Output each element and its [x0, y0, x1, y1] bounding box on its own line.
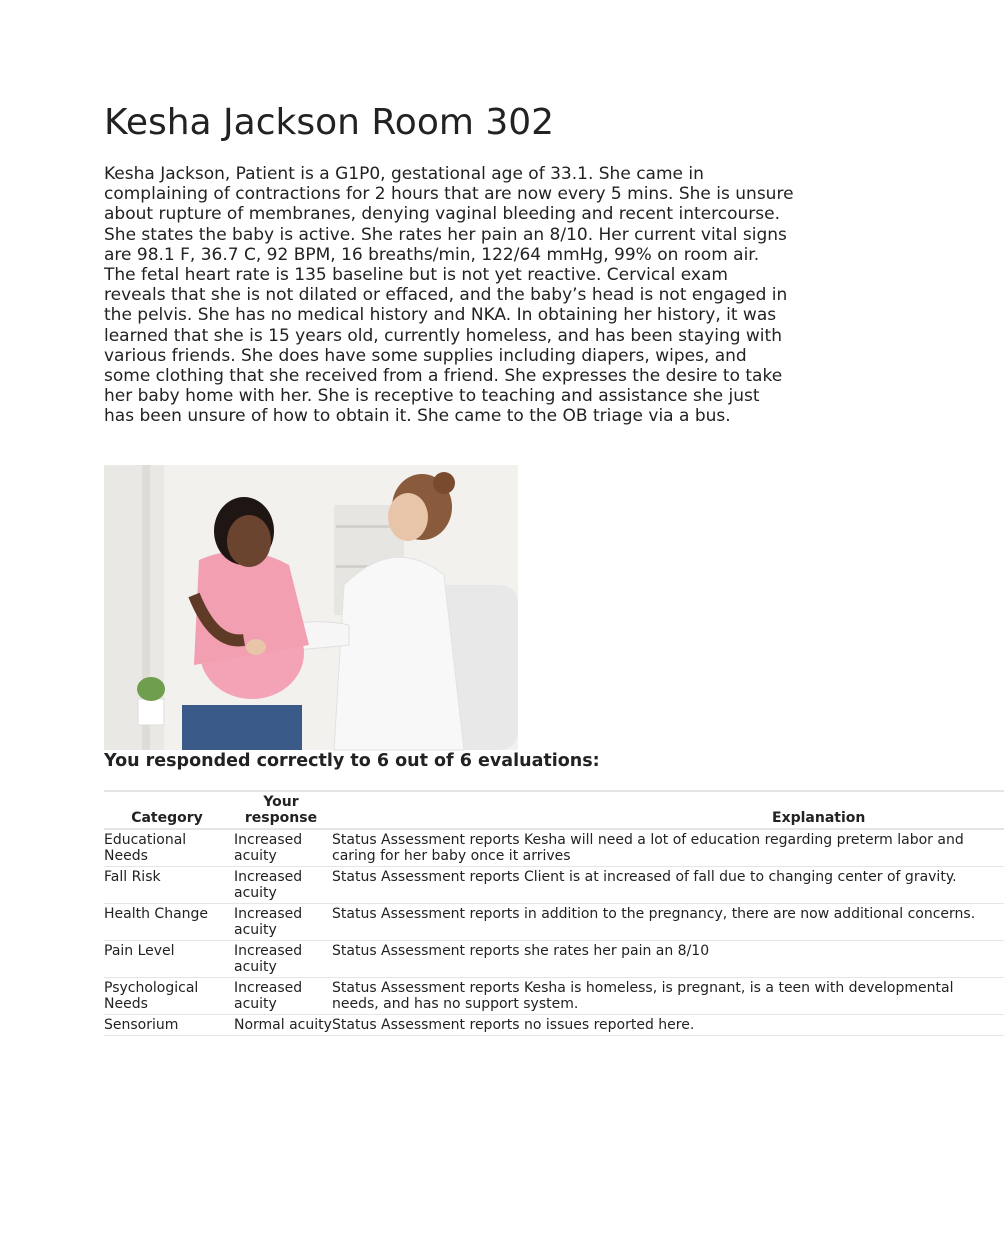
row-response: Normal acuity	[230, 1015, 332, 1036]
row-explanation: Status Assessment reports Kesha is homeless, is pregnant, is a teen with developmental needs, and has no support system.	[332, 978, 1004, 1015]
row-category: Pain Level	[104, 941, 230, 978]
table-row	[104, 978, 1004, 1015]
row-category: Educational Needs	[104, 829, 230, 867]
row-response: Increased acuity	[230, 904, 332, 941]
table-row	[104, 1015, 1004, 1036]
evaluation-table	[104, 790, 976, 1036]
column-header-response	[230, 791, 332, 829]
table-row	[104, 904, 1004, 941]
row-category: Health Change	[104, 904, 230, 941]
patient-photo	[104, 465, 518, 750]
column-header-response-line2: response	[244, 810, 318, 826]
column-header-category: Category	[104, 791, 230, 829]
results-heading: You responded correctly to 6 out of 6 evaluations:	[104, 751, 600, 771]
row-explanation: Status Assessment reports Kesha will need a lot of education regarding preterm labor and caring for her baby once it arrives	[332, 829, 1004, 867]
row-category: Fall Risk	[104, 867, 230, 904]
column-header-response-line1: Your	[263, 794, 299, 810]
row-explanation: Status Assessment reports she rates her pain an 8/10	[332, 941, 1004, 978]
row-category: Psychological Needs	[104, 978, 230, 1015]
row-explanation: Status Assessment reports Client is at increased of fall due to changing center of gravity.	[332, 867, 1004, 904]
table-row	[104, 829, 1004, 867]
row-explanation: Status Assessment reports in addition to the pregnancy, there are now additional concerns.	[332, 904, 1004, 941]
row-response: Increased acuity	[230, 978, 332, 1015]
row-explanation: Status Assessment reports no issues reported here.	[332, 1015, 1004, 1036]
row-response: Increased acuity	[230, 829, 332, 867]
table-header-row	[104, 791, 1004, 829]
page-title: Kesha Jackson Room 302	[104, 102, 555, 143]
row-category: Sensorium	[104, 1015, 230, 1036]
column-header-explanation: Explanation	[332, 791, 1004, 829]
row-response: Increased acuity	[230, 941, 332, 978]
case-description: Kesha Jackson, Patient is a G1P0, gestational age of 33.1. She came in complaining of contractions for 2 hours that are now every 5 mins. She is unsure about rupture of membranes, denying vaginal bleeding and recent intercourse. She states the baby is active. She rates her pain an 8/10. Her current vital signs are 98.1 F, 36.7 C, 92 BPM, 16 breaths/min, 122/64 mmHg, 99% on room air. The fetal heart rate is 135 baseline but is not yet reactive. Cervical exam reveals that she is not dilated or effaced, and the baby’s head is not engaged in the pelvis. She has no medical history and NKA. In obtaining her history, it was learned that she is 15 years old, currently homeless, and has been staying with various friends. She does have some supplies including diapers, wipes, and some clothing that she received from a friend. She expresses the desire to take her baby home with her. She is receptive to teaching and assistance she just has been unsure of how to obtain it. She came to the OB triage via a bus.	[104, 164, 794, 427]
table-row	[104, 867, 1004, 904]
table-row	[104, 941, 1004, 978]
row-response: Increased acuity	[230, 867, 332, 904]
